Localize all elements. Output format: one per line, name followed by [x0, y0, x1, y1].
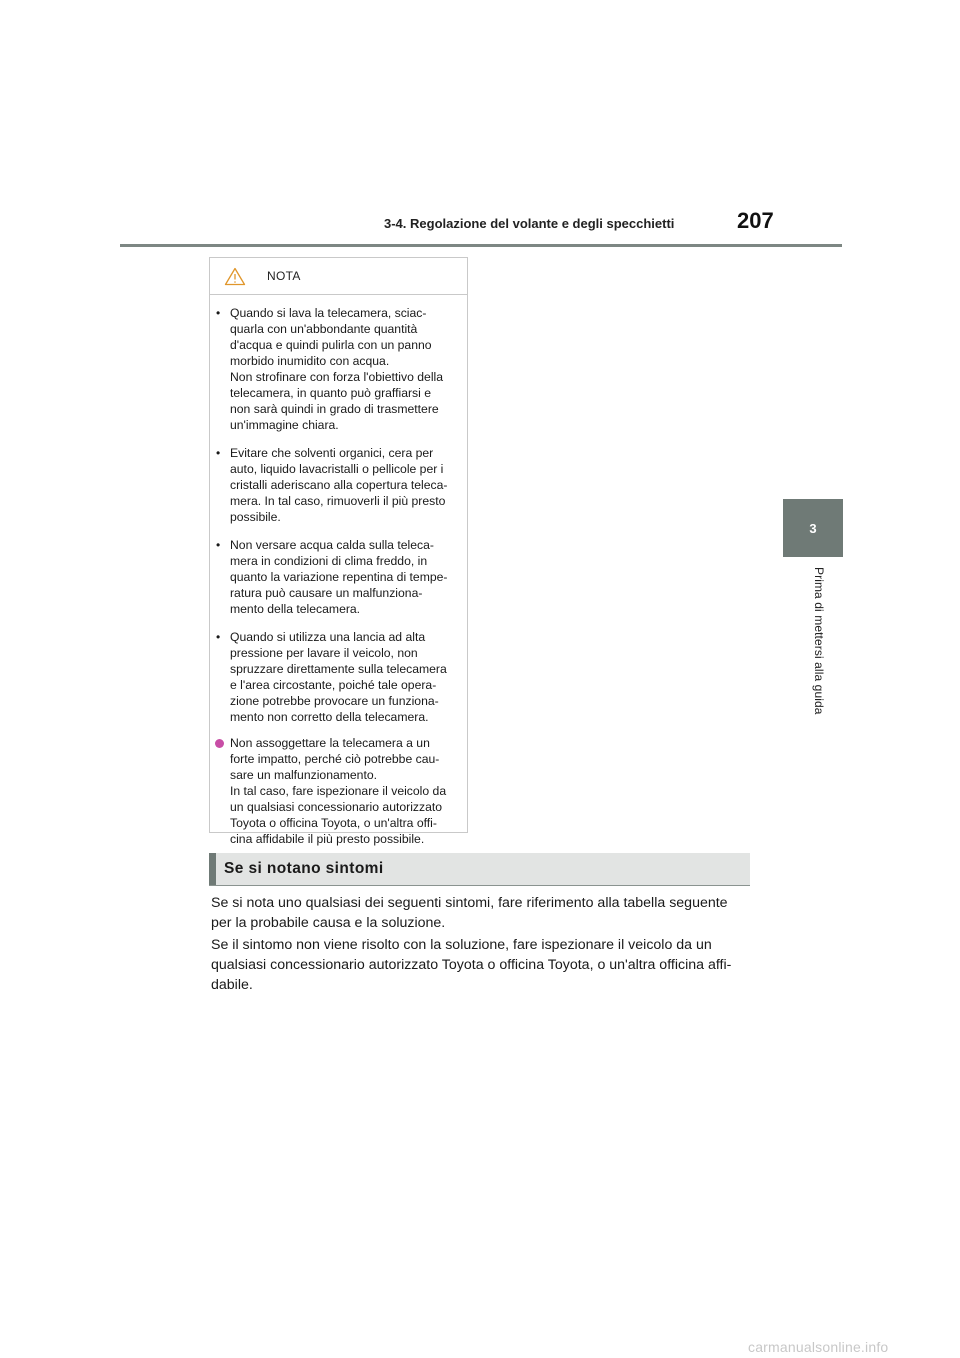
running-header-section: 3-4. Regolazione del volante e degli specchietti: [384, 216, 675, 231]
notice-item-text: Quando si lava la telecamera, sciac- quarla con un'abbondante quantità d'acqua e quindi pulirla con un panno morbido inumidito con acqua. Non strofinare con forza l'obiettivo della telecamera, in quanto può graffiarsi e non sarà quindi in grado di trasmettere un'immagine chiara.: [230, 306, 444, 432]
notice-item: [216, 629, 455, 725]
warning-triangle-icon: [224, 267, 246, 286]
bullet-marker: •: [216, 446, 221, 460]
chapter-tab: [783, 499, 843, 557]
notice-item: [216, 735, 455, 847]
page-number: 207: [737, 208, 774, 233]
chapter-number: 3: [809, 520, 817, 536]
bullet-dot-icon: [215, 739, 224, 748]
notice-item: [216, 305, 455, 433]
notice-item: [216, 445, 455, 525]
footer-watermark: carmanualsonline.info: [748, 1339, 889, 1355]
notice-item: [216, 537, 455, 617]
chapter-title-vertical: Prima di mettersi alla guida: [812, 567, 826, 715]
notice-item-text: Quando si utilizza una lancia ad alta pressione per lavare il veicolo, non spruzzare direttamente sulla telecamera e l'area circostante, poiché tale opera- zione potrebbe provocare un funziona- mento non corretto della telecamera.: [230, 630, 447, 724]
bullet-marker: •: [216, 306, 221, 320]
bullet-marker: •: [216, 538, 221, 552]
section-heading-accent: [209, 853, 216, 885]
section-title: Se si notano sintomi: [224, 860, 384, 877]
notice-item-text: Evitare che solventi organici, cera per auto, liquido lavacristalli o pellicole per i cristalli aderiscano alla copertura teleca- mera. In tal caso, rimuoverli il più presto possibile.: [230, 446, 448, 524]
notice-title: NOTA: [267, 269, 301, 283]
notice-body: [210, 305, 467, 847]
bullet-marker: •: [216, 630, 221, 644]
notice-header: [210, 258, 467, 295]
notice-box: [209, 257, 468, 846]
section-heading-bar: [209, 853, 750, 886]
body-paragraph: Se si nota uno qualsiasi dei seguenti sintomi, fare riferimento alla tabella seguente per la probabile causa e la soluzione.: [211, 895, 728, 931]
body-paragraph: Se il sintomo non viene risolto con la soluzione, fare ispezionare il veicolo da un qualsiasi concessionario autorizzato Toyota o officina Toyota, o un'altra officina affi- dabile.: [211, 937, 732, 993]
notice-item-text: Non assoggettare la telecamera a un forte impatto, perché ciò potrebbe cau- sare un malfunzionamento. In tal caso, fare ispezionare il veicolo da un qualsiasi concessionario autorizzato Toyota o officina Toyota, o un'altra offi- cina affidabile il più presto possibile.: [230, 736, 447, 846]
notice-item-text: Non versare acqua calda sulla teleca- mera in condizioni di clima freddo, in quanto la variazione repentina di tempe- ratura può causare un malfunziona- mento della telecamera.: [230, 538, 448, 616]
header-rule: [120, 244, 842, 247]
